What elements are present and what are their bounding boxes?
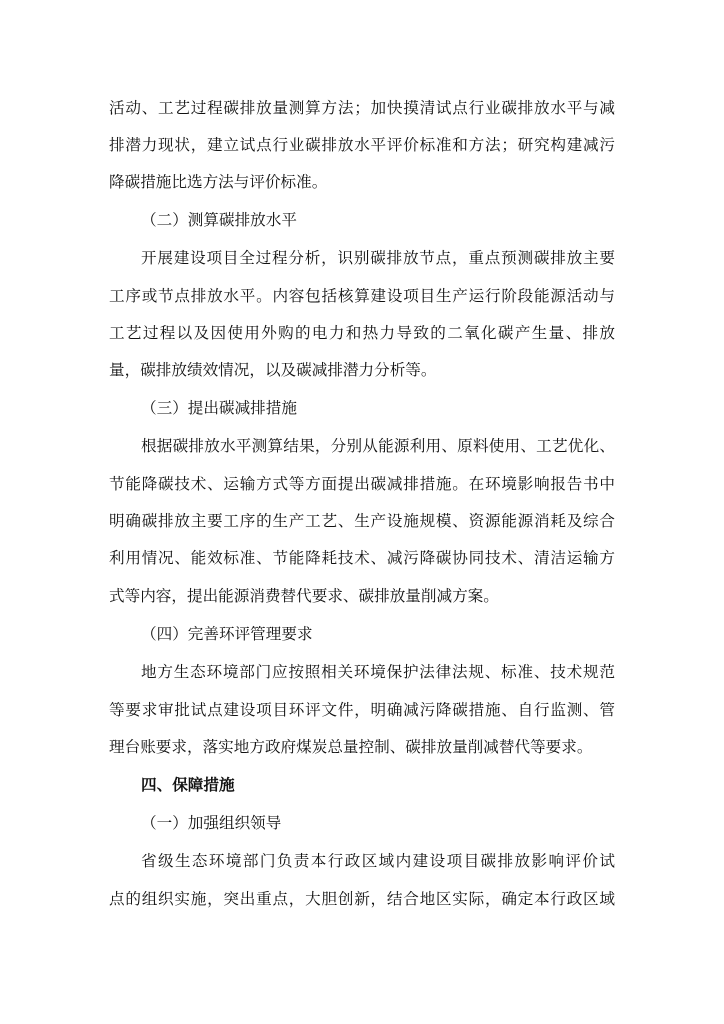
section-heading: （二）测算碳排放水平 [141,211,297,229]
paragraph-line: 工序或节点排放水平。内容包括核算建设项目生产运行阶段能源活动与 [109,287,615,305]
section-heading: （四）完善环评管理要求 [141,625,313,643]
paragraph-line: 活动、工艺过程碳排放量测算方法；加快摸清试点行业碳排放水平与减 [109,99,615,117]
paragraph-line: 利用情况、能效标准、节能降耗技术、减污降碳协同技术、清洁运输方 [109,549,615,567]
paragraph-line: 明确碳排放主要工序的生产工艺、生产设施规模、资源能源消耗及综合 [109,512,615,530]
paragraph-line: 理台账要求，落实地方政府煤炭总量控制、碳排放量削减替代等要求。 [109,738,593,756]
paragraph-line: 节能降碳技术、运输方式等方面提出碳减排措施。在环境影响报告书中 [109,475,615,493]
paragraph-line: 降碳措施比选方法与评价标准。 [109,173,328,191]
paragraph-line: 排潜力现状，建立试点行业碳排放水平评价标准和方法；研究构建减污 [109,136,615,154]
paragraph-line: 工艺过程以及因使用外购的电力和热力导致的二氧化碳产生量、排放 [109,324,615,342]
paragraph-line: 式等内容，提出能源消费替代要求、碳排放量削减方案。 [109,587,499,605]
paragraph-line: 量，碳排放绩效情况，以及碳减排潜力分析等。 [109,361,437,379]
paragraph-line: 点的组织实施，突出重点，大胆创新，结合地区实际，确定本行政区域 [109,890,615,908]
paragraph-line: 地方生态环境部门应按照相关环境保护法律法规、标准、技术规范 [141,663,615,681]
section-heading: （三）提出碳减排措施 [141,399,297,417]
chapter-heading: 四、保障措施 [141,776,235,794]
paragraph-line: 等要求审批试点建设项目环评文件，明确减污降碳措施、自行监测、管 [109,701,615,719]
paragraph-line: 开展建设项目全过程分析，识别碳排放节点，重点预测碳排放主要 [141,249,615,267]
paragraph-line: 根据碳排放水平测算结果，分别从能源利用、原料使用、工艺优化、 [141,437,615,455]
section-heading: （一）加强组织领导 [141,814,282,832]
paragraph-line: 省级生态环境部门负责本行政区域内建设项目碳排放影响评价试 [141,852,615,870]
